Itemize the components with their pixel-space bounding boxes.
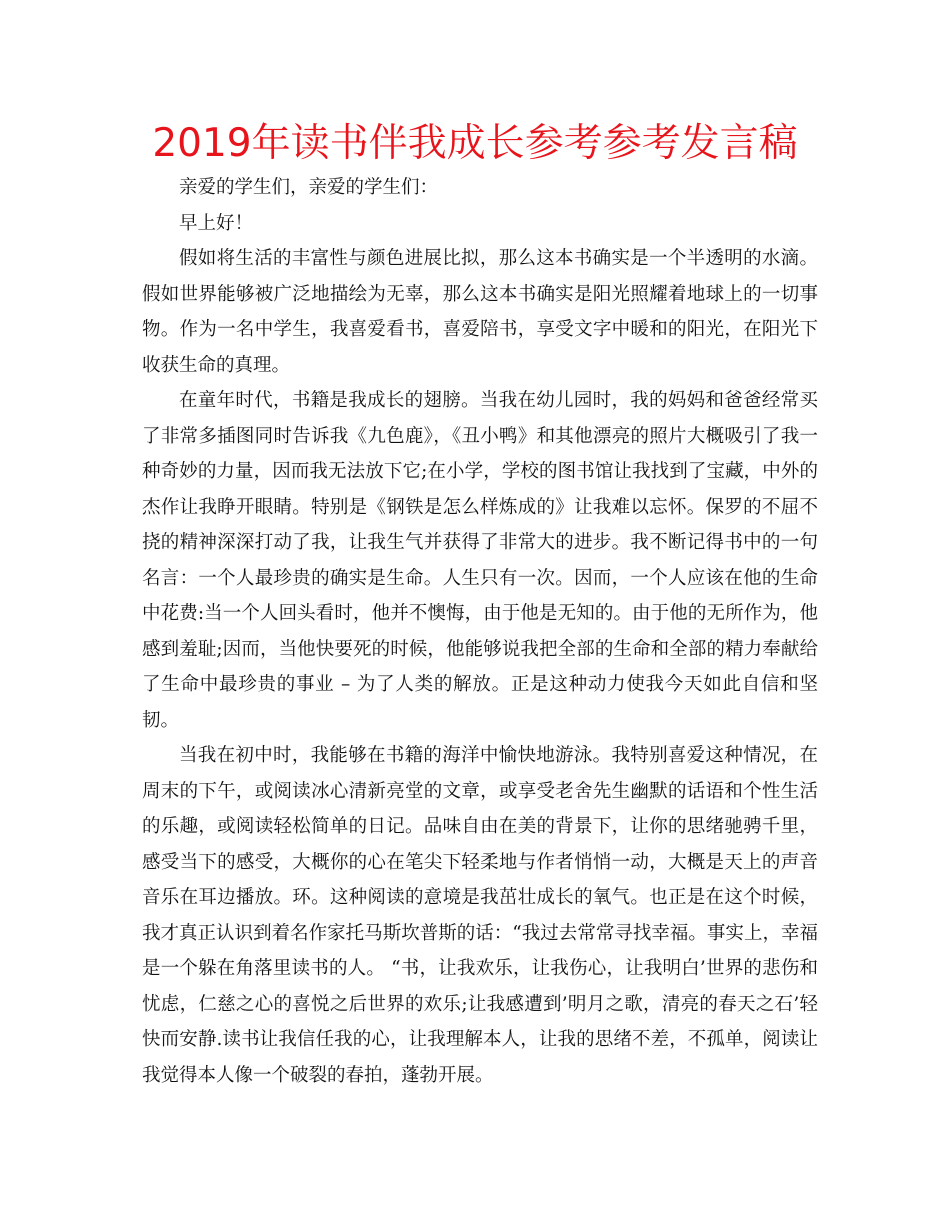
- paragraph-intro: 假如将生活的丰富性与颜色进展比拟，那么这本书确实是一个半透明的水滴。假如世界能够被广泛地描绘为无辜，那么这本书确实是阳光照耀着地球上的一切事物。作为一名中学生，我喜爱看书，喜爱陪书，享受文字中暖和的阳光，在阳光下收获生命的真理。: [142, 248, 818, 376]
- salutation: 亲爱的学生们，亲爱的学生们：: [179, 177, 439, 198]
- greeting: 早上好！: [179, 212, 254, 234]
- paragraph-childhood: 在童年时代，书籍是我成长的翅膀。当我在幼儿园时，我的妈妈和爸爸经常买了非常多插图同时告诉我《九色鹿》，《丑小鸭》和其他漂亮的照片大概吸引了我一种奇妙的力量，因而我无法放下它;在小学，学校的图书馆让我找到了宝藏，中外的杰作让我睁开眼睛。特别是《钢铁是怎么样炼成的》让我难以忘怀。保罗的不屈不挠的精神深深打动了我，让我生气并获得了非常大的进步。我不断记得书中的一句名言：一个人最珍贵的确实是生命。人生只有一次。因而，一个人应该在他的生命中花费:当一个人回头看时，他并不懊悔，由于他是无知的。由于他的无所作为，他感到羞耻;因而，当他快要死的时候，他能够说我把全部的生命和全部的精力奉献给了生命中最珍贵的事业 – 为了人类的解放。正是这种动力使我今天如此自信和坚韧。: [142, 390, 818, 731]
- document-title: 2019年读书伴我成长参考参考发言稿: [152, 121, 798, 166]
- paragraph-junior-high: 当我在初中时，我能够在书籍的海洋中愉快地游泳。我特别喜爱这种情况，在周末的下午，或阅读冰心清新亮堂的文章，或享受老舍先生幽默的话语和个性生活的乐趣，或阅读轻松简单的日记。品味自由在美的背景下，让你的思绪驰骋千里，感受当下的感受，大概你的心在笔尖下轻柔地与作者悄悄一动，大概是天上的声音音乐在耳边播放。环。这种阅读的意境是我茁壮成长的氧气。也正是在这个时候，我才真正认识到着名作家托马斯坎普斯的话：“我过去常常寻找幸福。事实上，幸福是一个躲在角落里读书的人。 “书，让我欢乐，让我伤心，让我明白’世界的悲伤和忧虑，仁慈之心的喜悦之后世界的欢乐;让我感遭到’明月之歌，清亮的春天之石’轻快而安静.读书让我信任我的心，让我理解本人，让我的思绪不差，不孤单，阅读让我觉得本人像一个破裂的春拍，蓬勃开展。: [142, 745, 818, 1086]
- document-body: [142, 170, 818, 1093]
